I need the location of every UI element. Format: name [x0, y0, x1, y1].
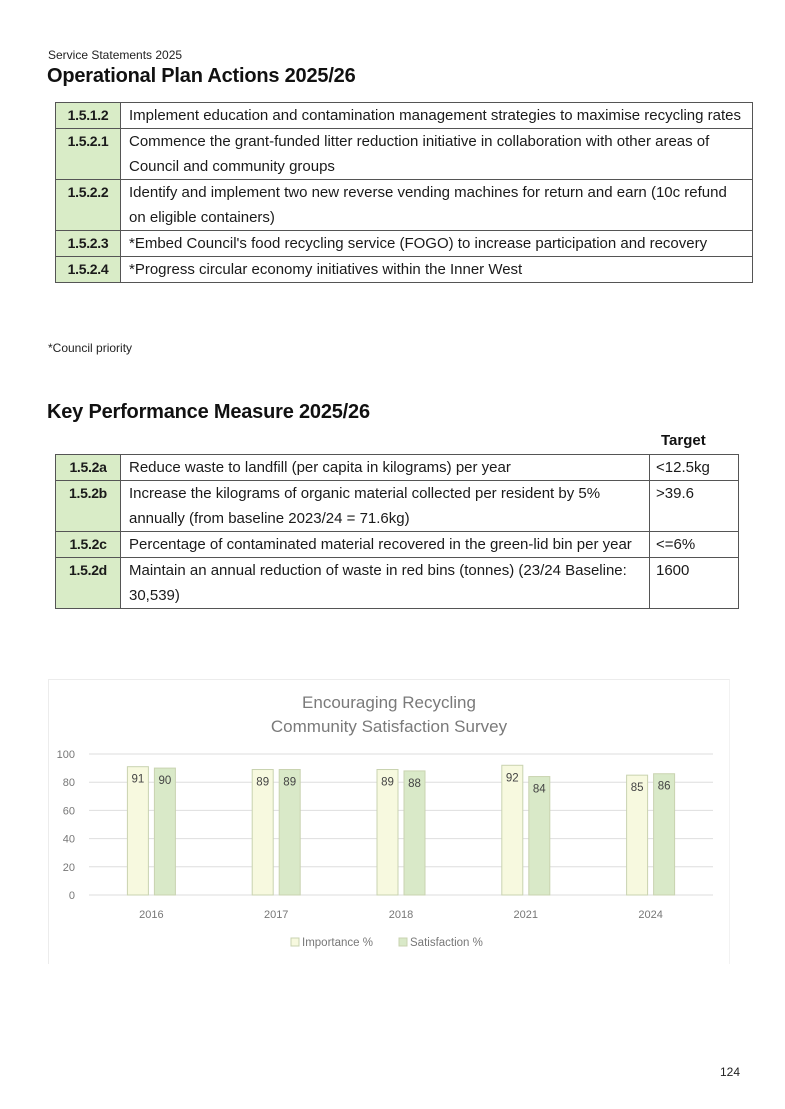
- row-description: *Embed Council's food recycling service (FOGO) to increase participation and recovery: [121, 231, 753, 257]
- kpi-title: Key Performance Measure 2025/26: [47, 401, 370, 423]
- table-row: [56, 481, 739, 532]
- row-code: 1.5.2.1: [56, 129, 121, 180]
- legend-label: Satisfaction %: [410, 937, 483, 949]
- target-column-header: Target: [661, 432, 706, 449]
- data-label: 84: [532, 783, 546, 796]
- legend-swatch: [399, 938, 407, 946]
- y-tick-label: 20: [62, 861, 75, 874]
- y-tick-label: 0: [68, 890, 75, 902]
- satisfaction-chart: [48, 679, 730, 964]
- data-label: 92: [505, 772, 519, 785]
- data-label: 90: [158, 775, 172, 788]
- row-description: Identify and implement two new reverse vending machines for return and earn (10c refund on eligible containers): [121, 180, 753, 231]
- data-label: 89: [381, 776, 394, 789]
- y-tick-label: 80: [62, 777, 75, 790]
- row-description: Reduce waste to landfill (per capita in kilograms) per year: [121, 455, 650, 481]
- row-code: 1.5.2b: [56, 481, 121, 532]
- table-row: [56, 180, 753, 231]
- bar-importance: [502, 765, 523, 895]
- table-row: [56, 455, 739, 481]
- row-target: 1600: [650, 558, 739, 609]
- council-priority-note: *Council priority: [48, 341, 133, 355]
- table-row: [56, 103, 753, 129]
- operational-actions-table: [55, 102, 753, 283]
- table-row: [56, 558, 739, 609]
- y-tick-label: 60: [62, 805, 75, 818]
- row-code: 1.5.2.4: [56, 257, 121, 283]
- x-tick-label: 2018: [388, 909, 414, 921]
- table-row: [56, 129, 753, 180]
- chart-svg: [49, 680, 729, 964]
- chart-title: Encouraging Recycling: [302, 693, 476, 712]
- table-row: [56, 257, 753, 283]
- legend-label: Importance %: [302, 937, 373, 949]
- row-description: Percentage of contaminated material recovered in the green-lid bin per year: [121, 532, 650, 558]
- y-tick-label: 40: [62, 833, 75, 846]
- x-tick-label: 2017: [263, 909, 289, 921]
- table-row: [56, 532, 739, 558]
- row-description: Implement education and contamination management strategies to maximise recycling rates: [121, 103, 753, 129]
- data-label: 86: [657, 780, 671, 793]
- document-eyebrow: Service Statements 2025: [48, 48, 183, 62]
- row-code: 1.5.2.2: [56, 180, 121, 231]
- table-row: [56, 231, 753, 257]
- data-label: 85: [630, 782, 644, 795]
- data-label: 89: [283, 776, 297, 789]
- operational-plan-title: Operational Plan Actions 2025/26: [47, 65, 356, 87]
- x-tick-label: 2016: [139, 909, 164, 921]
- bar-importance: [127, 767, 148, 895]
- row-code: 1.5.1.2: [56, 103, 121, 129]
- row-description: *Progress circular economy initiatives within the Inner West: [121, 257, 753, 283]
- page-number: 124: [720, 1065, 741, 1079]
- row-target: <12.5kg: [650, 455, 739, 481]
- row-target: <=6%: [650, 532, 739, 558]
- legend-swatch: [291, 938, 299, 946]
- row-description: Maintain an annual reduction of waste in red bins (tonnes) (23/24 Baseline: 30,539): [121, 558, 650, 609]
- data-label: 88: [408, 777, 421, 790]
- row-code: 1.5.2.3: [56, 231, 121, 257]
- x-tick-label: 2024: [638, 909, 663, 921]
- data-label: 91: [131, 773, 145, 786]
- row-target: >39.6: [650, 481, 739, 532]
- chart-subtitle: Community Satisfaction Survey: [270, 717, 508, 736]
- x-tick-label: 2021: [513, 909, 539, 921]
- row-description: Increase the kilograms of organic material collected per resident by 5% annually (from baseline 2023/24 = 71.6kg): [121, 481, 650, 532]
- row-code: 1.5.2a: [56, 455, 121, 481]
- data-label: 89: [256, 776, 270, 789]
- bar-satisfaction: [154, 768, 175, 895]
- row-code: 1.5.2c: [56, 532, 121, 558]
- row-description: Commence the grant-funded litter reduction initiative in collaboration with other areas of Council and community groups: [121, 129, 753, 180]
- y-tick-label: 100: [56, 749, 75, 761]
- kpi-table: [55, 454, 739, 609]
- row-code: 1.5.2d: [56, 558, 121, 609]
